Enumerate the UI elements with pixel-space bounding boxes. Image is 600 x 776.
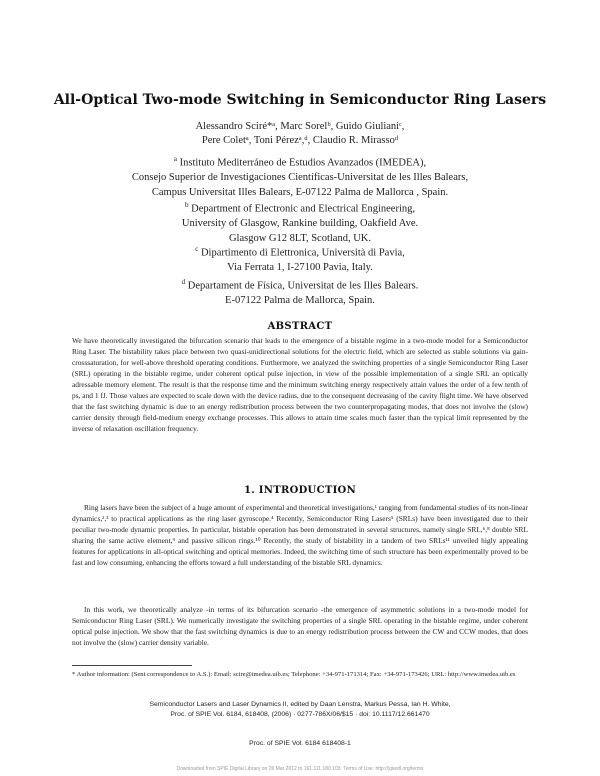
citation-block (0, 700, 600, 719)
affiliation-line: Departament de Física, Universitat de les Illes Balears. (187, 280, 419, 292)
abstract-text: We have theoretically investigated the bifurcation scenario that leads to the emergence of a bistable regime in a two-mode model for a Semiconductor Ring Laser. The bistability takes place between two quasi-unidirectional solutions for the electric field, which are selected as stable solutions via gain-crosssaturation, for well-above threshold operating conditions. Furthermore, we analyzed the switching properties of a single Semiconductor Ring Laser (SRL) operating in the bistable regime, under coherent optical pulse injection, in view of the possible implementation of a single SRL an optically adressable memory element. The result is that the response time and the minimum switching energy respectively attain values the order of a few tenth of ps, and 1 fJ. Those values are expected to scale down with the device radius, due to the consequent decreasing of the cavity flight time. We have observed that the fast switching dynamic is due to an energy redistribution process between the two counterpropagating modes, that does not involve the (slow) carrier density through field-medium energy exchange processes. This allows to attain time scales much faster than the typical limit represented by the inverse of relaxation oscillation frequency. (72, 336, 528, 433)
affiliation-mark: d (181, 278, 186, 286)
affiliation-mark: a (173, 155, 177, 163)
affiliation-line: Campus Universitat Illes Balears, E-07122 Palma de Mallorca , Spain. (151, 186, 449, 198)
affiliation-line: Dipartimento di Elettronica, Università di Pavia, (200, 247, 405, 259)
affiliation-line: University of Glasgow, Rankine building, Oakfield Ave. (181, 218, 419, 229)
abstract-heading: ABSTRACT (267, 321, 333, 332)
affiliation-line: Consejo Superior de Investigaciones Científicas-Universitat de les Illes Balears, (131, 172, 469, 183)
author-list (0, 120, 600, 148)
citation-line-2: Proc. of SPIE Vol. 6184, 618408, (2006) · 0277-786X/06/$15 · doi: 10.1117/12.661470 (170, 710, 430, 718)
paper-title: All-Optical Two-mode Switching in Semiconductor Ring Lasers (53, 92, 547, 108)
introduction-paragraph-2: In this work, we theoretically analyze -in terms of its bifurcation scenario -the emergence of asymmetric solutions in a two-mode model for Semiconductor Ring Laser (SRL). We numerically investigate the switching properties of a single SRL operating in the bistable regime, under coherent optical pulse injection. We show that the fast switching dynamics is due to an energy redistribution process between the CW and CCW modes, that does not involve the (slow) carrier density variable. (72, 605, 528, 647)
affiliation-mark: c (195, 245, 199, 253)
affiliation-c (0, 242, 600, 276)
download-notice: Downloaded from SPIE Digital Library on 26 Mar 2012 to 161.111.180.103. Terms of Use: http://spiedl.org/terms (176, 766, 424, 772)
affiliation-line: Instituto Mediterráneo de Estudios Avanzados (IMEDEA), (179, 157, 427, 169)
author-line-1: Alessandro Sciré*ᵃ, Marc Sorelᵇ, Guido Giulianiᶜ, (195, 121, 405, 132)
introduction-heading: 1. INTRODUCTION (243, 485, 357, 496)
affiliation-line: Glasgow G12 8LT, Scotland, UK. (228, 232, 372, 244)
footnote-divider (72, 665, 192, 666)
author-footnote: * Author information: (Sent correspondence to A.S.): Email: scire@imedea.uib.es; Telephone: +34-971-171314; Fax: +34-971-173426; URL: http://www.imedea.uib.es (72, 671, 516, 678)
page-identifier: Proc. of SPIE Vol. 6184 618408-1 (249, 740, 351, 747)
affiliation-a (0, 152, 600, 200)
citation-line-1: Semiconductor Lasers and Laser Dynamics II, edited by Daan Lenstra, Markus Pessa, Ian H. White, (149, 701, 451, 708)
affiliation-line: Department of Electronic and Electrical Engineering, (191, 203, 416, 215)
affiliation-b (0, 198, 600, 246)
introduction-paragraph-1: Ring lasers have been the subject of a huge amount of experimental and theoretical investigations,¹ ranging from fundamental studies of its non-linear dynamics,²,³ to practical applications as the ring laser gyroscope.⁴ Recently, Semiconductor Ring Lasers⁵ (SRLs) have been investigated due to their peculiar two-mode dynamic properties. In particular, bistable operation has been demonstrated in several structures, namely single SRL,⁶,⁸ double SRL sharing the same active element,⁹ and passive silicon rings.¹⁰ Recently, the study of bistability in a tandem of two SRLs¹¹ unveiled higly appealing features for applications in all-optical switching and optical memories. Indeed, the switching time of such structure has been experimentally proved to be fast and low consuming, enhancing the efforts toward a full understanding of the bistable SRL dynamics. (72, 503, 528, 567)
author-line-2: Pere Coletᵃ, Toni Pérezᵃ,ᵈ, Claudio R. Mirassoᵈ (201, 135, 399, 146)
affiliation-d (0, 275, 600, 309)
affiliation-line: E-07122 Palma de Mallorca, Spain. (225, 295, 375, 306)
affiliation-mark: b (184, 201, 189, 209)
affiliation-line: Via Ferrata 1, I-27100 Pavia, Italy. (227, 262, 373, 273)
